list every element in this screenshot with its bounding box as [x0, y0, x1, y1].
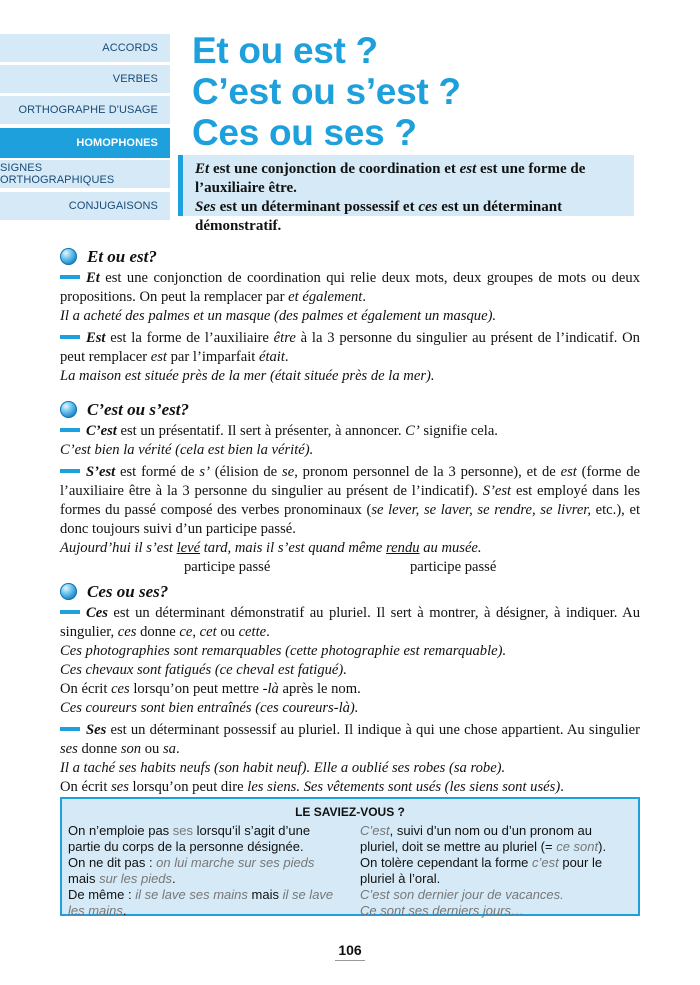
example: Aujourd’hui il s’est levé tard, mais il s’est quand même rendu au musée.	[60, 540, 482, 556]
bullet-icon	[60, 583, 77, 600]
page-number: 106	[338, 942, 362, 958]
nav-item-orthographe[interactable]: ORTHOGRAPHE D'USAGE	[0, 96, 170, 124]
box-title: LE SAVIEZ-VOUS ?	[295, 805, 405, 819]
participle-label: participe passé	[184, 559, 271, 575]
nav-item-signes[interactable]: SIGNES ORTHOGRAPHIQUES	[0, 160, 170, 188]
example: Ces photographies sont remarquables (cette photographie est remarquable).	[60, 643, 507, 659]
dash-icon	[60, 727, 80, 731]
paragraph: S’est est formé de s’ (élision de se, pronom personnel de la 3 personne), et de est (forme de l’auxiliaire être à la 3 personne du singulier au présent de l’indicatif). S’est est employé dans les formes du passé composé des verbes pronominaux (se lever, se laver, se rendre, se livrer, etc.), et donc toujours suivi d’un participe passé.	[60, 464, 641, 537]
section-ces-ses	[60, 580, 640, 797]
dash-icon	[60, 610, 80, 614]
page-number-rule	[335, 960, 365, 961]
title-line-1: Et ou est ?	[192, 30, 378, 71]
paragraph: Ses est un déterminant possessif au pluriel. Il indique à qui une chose appartient. Au singulier ses donne son ou sa.	[60, 722, 640, 757]
nav-item-accords[interactable]: ACCORDS	[0, 34, 170, 62]
nav-item-homophones[interactable]: HOMOPHONES	[0, 128, 170, 158]
title-line-3: Ces ou ses ?	[192, 112, 417, 153]
example: La maison est située près de la mer (était située près de la mer).	[60, 368, 435, 384]
dash-icon	[60, 335, 80, 339]
nav-item-verbes[interactable]: VERBES	[0, 65, 170, 93]
rule-line: On écrit ces lorsqu’on peut mettre -là après le nom.	[60, 681, 361, 697]
dash-icon	[60, 428, 80, 432]
page-title	[192, 30, 461, 153]
paragraph: C’est est un présentatif. Il sert à présenter, à annoncer. C’ signifie cela.	[60, 422, 640, 441]
dash-icon	[60, 275, 80, 279]
section-cest-sest	[60, 398, 640, 577]
section-et-est	[60, 245, 640, 386]
paragraph: Et est une conjonction de coordination qui relie deux mots, deux groupes de mots ou deux propositions. On peut la remplacer par et également.	[60, 270, 640, 305]
box-right-column: C’est, suivi d’un nom ou d’un pronom au pluriel, doit se mettre au pluriel (= ce sont). On tolère cependant la forme c’est pour le pluriel à l’oral. C’est son dernier jour de vacances. Ce sont ses derniers jours…	[360, 823, 607, 918]
bullet-icon	[60, 401, 77, 418]
dash-icon	[60, 469, 80, 473]
section-title: Et ou est?	[87, 246, 157, 266]
participle-labels	[60, 558, 640, 577]
participle-label: participe passé	[410, 559, 497, 575]
paragraph: Est est la forme de l’auxiliaire être à la 3 personne du singulier au présent de l’indicatif. On peut remplacer est par l’imparfait était.	[60, 330, 640, 365]
summary-box: Et est une conjonction de coordination et est est une forme de l’auxiliaire être. Ses est un déterminant possessif et ces est un déterminant démonstratif.	[178, 155, 634, 216]
title-line-2: C’est ou s’est ?	[192, 71, 461, 112]
box-left-column: On n’emploie pas ses lorsqu’il s’agit d’une partie du corps de la personne désignée. On ne dit pas : on lui marche sur ses pieds mais sur les pieds. De même : il se lave ses mains mais il se lave les mains.	[68, 823, 334, 918]
example: Ces chevaux sont fatigués (ce cheval est fatigué).	[60, 662, 347, 678]
rule-line: On écrit ses lorsqu’on peut dire les siens. Ses vêtements sont usés (les siens sont usés).	[60, 779, 564, 795]
section-title: C’est ou s’est?	[87, 399, 189, 419]
bullet-icon	[60, 248, 77, 265]
did-you-know-box	[60, 797, 640, 916]
example: Il a taché ses habits neufs (son habit neuf). Elle a oublié ses robes (sa robe).	[60, 760, 506, 776]
example: Ces coureurs sont bien entraînés (ces coureurs-là).	[60, 700, 359, 716]
example: C’est bien la vérité (cela est bien la vérité).	[60, 442, 314, 458]
example: Il a acheté des palmes et un masque (des palmes et également un masque).	[60, 308, 497, 324]
nav-item-conjugaisons[interactable]: CONJUGAISONS	[0, 192, 170, 220]
paragraph: Ces est un déterminant démonstratif au pluriel. Il sert à montrer, à désigner, à indiquer. Au singulier, ces donne ce, cet ou cette.	[60, 605, 640, 640]
section-title: Ces ou ses?	[87, 581, 169, 601]
